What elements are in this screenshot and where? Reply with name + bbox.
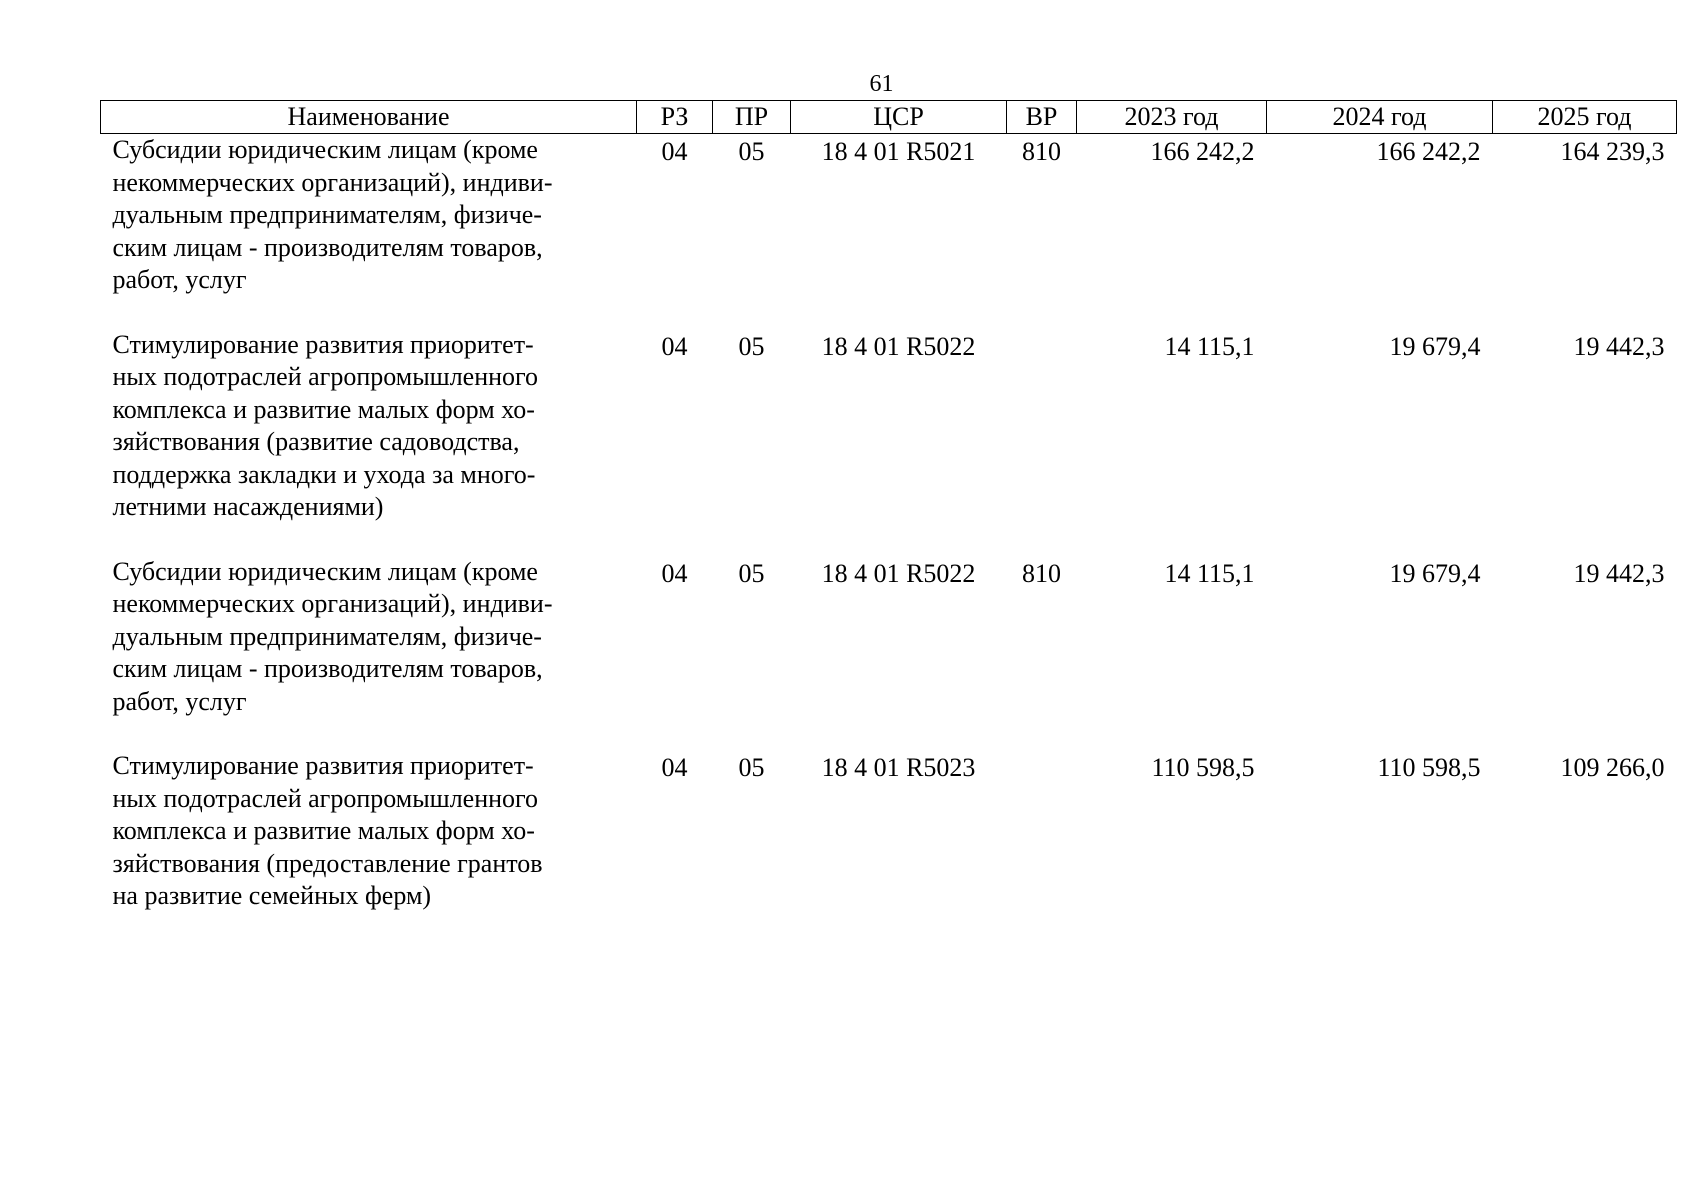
row-2025: 19 442,3	[1573, 558, 1665, 588]
name-line: ных подотраслей агропромышленного	[112, 362, 539, 391]
page-number: 61	[869, 71, 894, 97]
row-2025: 19 442,3	[1573, 331, 1665, 361]
row-rz: 04	[661, 558, 688, 588]
row-pr: 05	[738, 753, 765, 782]
header-name: Наименование	[101, 101, 637, 134]
header-rz: РЗ	[637, 101, 713, 134]
row-2023: 14 115,1	[1164, 558, 1255, 588]
name-line: работ, услуг	[112, 686, 247, 716]
name-line: ским лицам - производителям товаров,	[112, 654, 543, 683]
row-name	[101, 750, 637, 945]
header-2023: 2023 год	[1077, 101, 1267, 134]
row-name	[101, 329, 637, 556]
header-vr: ВР	[1007, 101, 1077, 134]
row-csr: 18 4 01 R5021	[821, 137, 976, 166]
row-vr	[1007, 329, 1077, 556]
row-pr: 05	[738, 558, 765, 588]
name-line: дуальным предпринимателям, физиче-	[112, 200, 542, 229]
row-rz: 04	[661, 753, 688, 782]
row-2024: 19 679,4	[1389, 331, 1481, 361]
name-line: Стимулирование развития приоритет-	[112, 329, 534, 359]
row-vr: 810	[1022, 137, 1061, 166]
name-line: работ, услуг	[112, 265, 247, 294]
name-line: зяйствования (развитие садоводства,	[112, 427, 520, 456]
row-2023: 166 242,2	[1150, 137, 1255, 166]
row-rz: 04	[661, 137, 688, 166]
row-pr: 05	[738, 331, 765, 361]
row-2025: 109 266,0	[1560, 753, 1665, 782]
budget-table	[100, 100, 1677, 945]
table-row	[101, 750, 1677, 945]
name-line: некоммерческих организаций), индиви-	[112, 167, 553, 197]
row-name	[101, 134, 637, 329]
name-line: на развитие семейных ферм)	[112, 881, 432, 910]
row-2024: 110 598,5	[1377, 753, 1481, 782]
name-line: комплекса и развитие малых форм хо-	[112, 394, 535, 424]
row-2024: 166 242,2	[1376, 137, 1481, 166]
header-2025: 2025 год	[1493, 101, 1677, 134]
row-2025: 164 239,3	[1560, 137, 1665, 166]
row-rz: 04	[661, 331, 688, 361]
table-row	[101, 556, 1677, 751]
row-vr: 810	[1022, 558, 1061, 588]
row-name	[101, 556, 637, 751]
header-pr: ПР	[713, 101, 791, 134]
name-line: ных подотраслей агропромышленного	[112, 783, 539, 813]
row-2023: 14 115,1	[1164, 331, 1255, 361]
name-line: Субсидии юридическим лицам (кроме	[112, 556, 538, 586]
table-header-row	[101, 101, 1677, 134]
name-line: Субсидии юридическим лицам (кроме	[112, 135, 538, 164]
name-line: дуальным предпринимателям, физиче-	[112, 621, 542, 651]
row-2024: 19 679,4	[1389, 558, 1481, 588]
table-row	[101, 134, 1677, 329]
name-line: ским лицам - производителям товаров,	[112, 232, 543, 262]
row-csr: 18 4 01 R5022	[821, 558, 976, 588]
row-2023: 110 598,5	[1151, 753, 1255, 782]
name-line: некоммерческих организаций), индиви-	[112, 589, 553, 618]
name-line: зяйствования (предоставление грантов	[112, 848, 543, 878]
name-line: Стимулирование развития приоритет-	[112, 751, 534, 780]
row-csr: 18 4 01 R5023	[821, 753, 976, 782]
header-csr: ЦСР	[791, 101, 1007, 134]
name-line: комплекса и развитие малых форм хо-	[112, 816, 535, 845]
table-row	[101, 329, 1677, 556]
header-2024: 2024 год	[1267, 101, 1493, 134]
name-line: летними насаждениями)	[112, 492, 384, 521]
row-vr	[1007, 750, 1077, 945]
row-csr: 18 4 01 R5022	[821, 331, 976, 361]
row-pr: 05	[738, 137, 765, 166]
name-line: поддержка закладки и ухода за много-	[112, 459, 536, 489]
